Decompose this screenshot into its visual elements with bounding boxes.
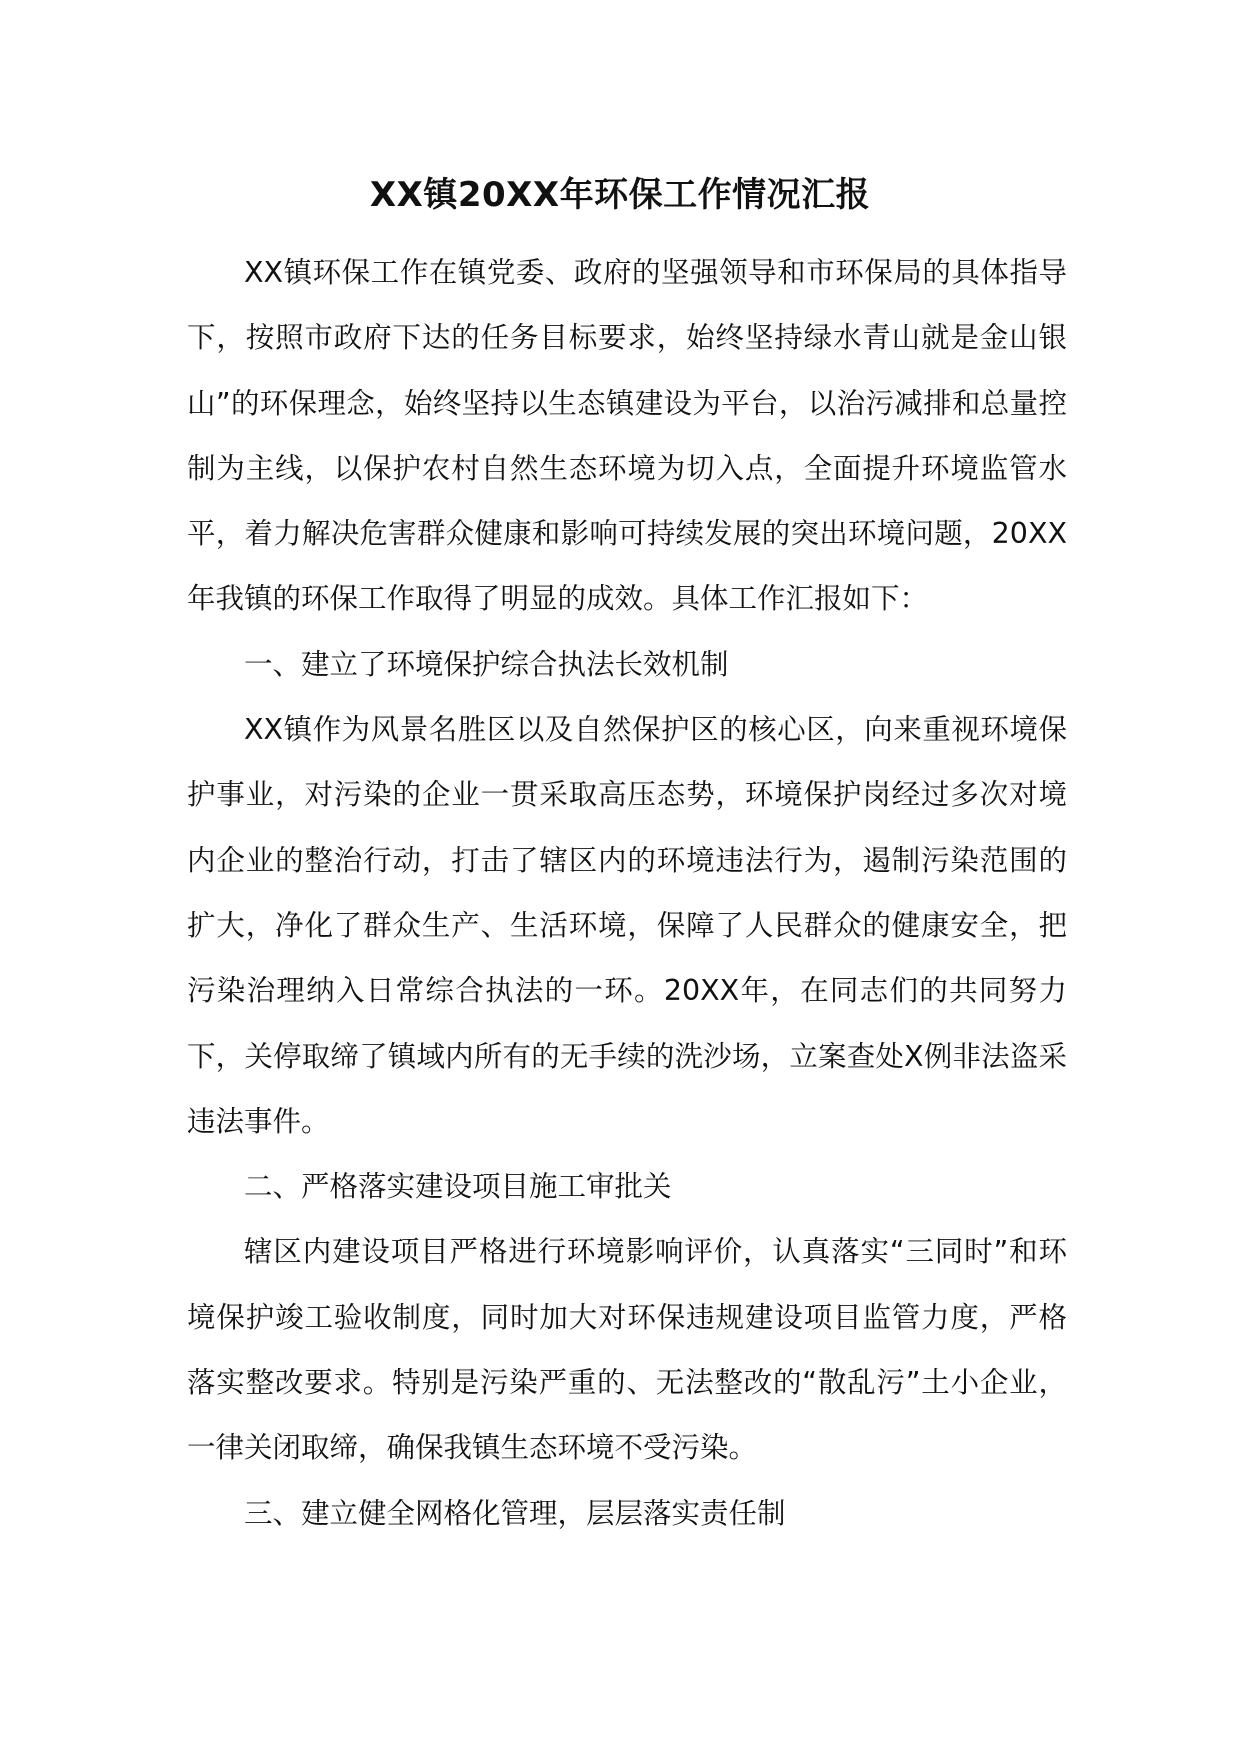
document-body [187, 240, 1067, 1546]
paragraph-section-1: XX镇作为风景名胜区以及自然保护区的核心区，向来重视环境保护事业，对污染的企业一贯采取高压态势，环境保护岗经过多次对境内企业的整治行动，打击了辖区内的环境违法行为，遏制污染范围的扩大，净化了群众生产、生活环境，保障了人民群众的健康安全，把污染治理纳入日常综合执法的一环。20XX年，在同志们的共同努力下，关停取缔了镇域内所有的无手续的洗沙场，立案查处X例非法盗采违法事件。 [187, 713, 1067, 1138]
section-heading-2: 二、严格落实建设项目施工审批关 [244, 1170, 672, 1204]
section-heading-3: 三、建立健全网格化管理，层层落实责任制 [244, 1496, 786, 1530]
paragraph-intro: XX镇环保工作在镇党委、政府的坚强领导和市环保局的具体指导下，按照市政府下达的任务目标要求，始终坚持绿水青山就是金山银山”的环保理念，始终坚持以生态镇建设为平台，以治污减排和总量控制为主线，以保护农村自然生态环境为切入点，全面提升环境监管水平，着力解决危害群众健康和影响可持续发展的突出环境问题，20XX年我镇的环保工作取得了明显的成效。具体工作汇报如下： [187, 256, 1067, 616]
paragraph-section-2: 辖区内建设项目严格进行环境影响评价，认真落实“三同时”和环境保护竣工验收制度，同时加大对环保违规建设项目监管力度，严格落实整改要求。特别是污染严重的、无法整改的“散乱污”土小企业，一律关闭取缔，确保我镇生态环境不受污染。 [187, 1235, 1067, 1465]
document-title: XX镇20XX年环保工作情况汇报 [369, 175, 871, 215]
section-heading-1: 一、建立了环境保护综合执法长效机制 [244, 647, 729, 681]
